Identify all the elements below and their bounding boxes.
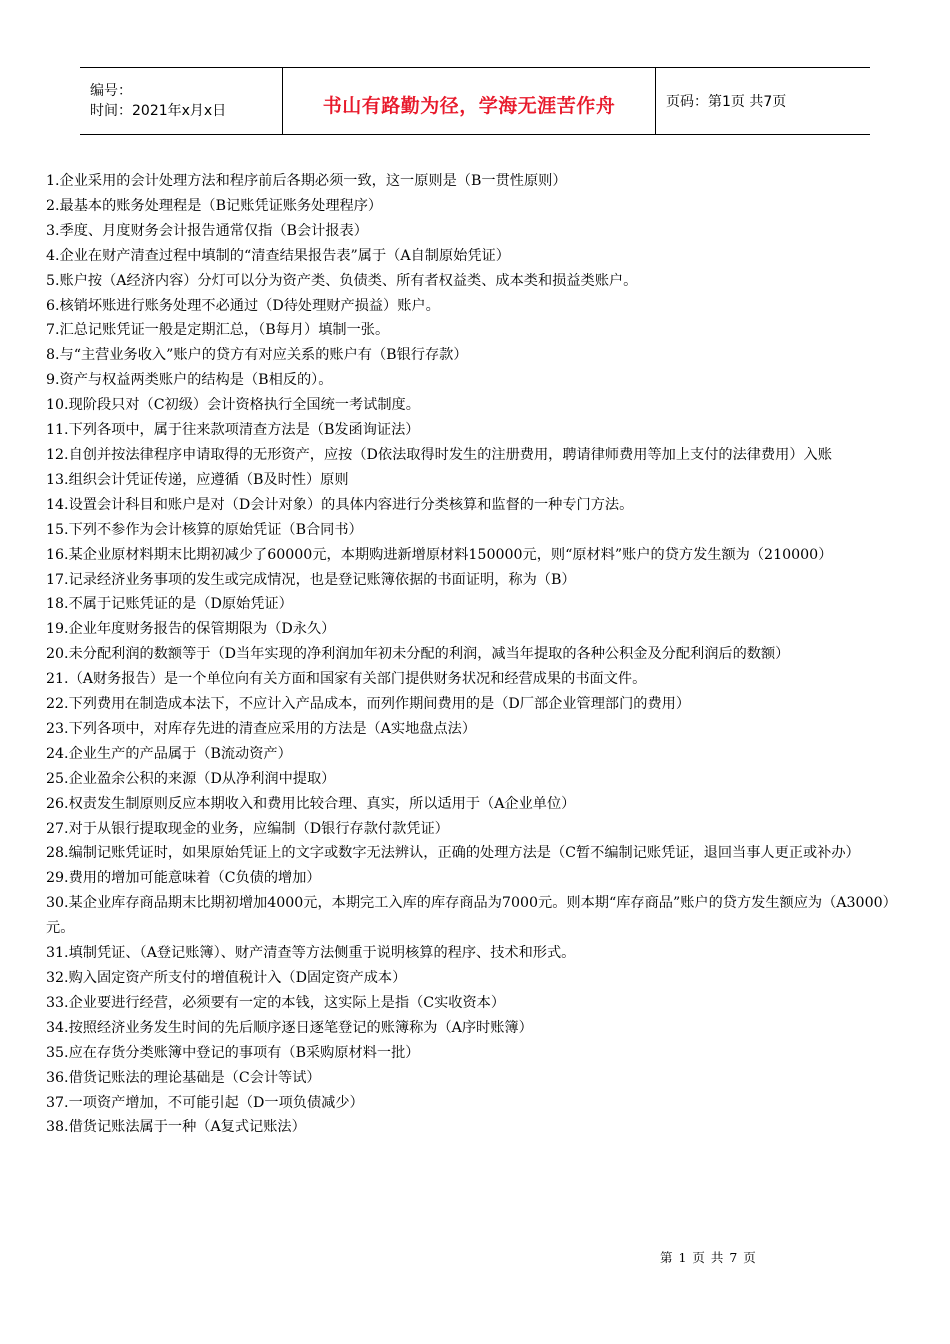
question-item: 37.一项资产增加，不可能引起（D一项负债减少） xyxy=(46,1094,364,1111)
question-item: 29.费用的增加可能意味着（C负债的增加） xyxy=(46,870,321,887)
question-item: 3.季度、月度财务会计报告通常仅指（B会计报表） xyxy=(46,222,368,239)
header-table xyxy=(80,67,870,135)
question-item: 10.现阶段只对（C初级）会计资格执行全国统一考试制度。 xyxy=(46,397,420,414)
question-item: 15.下列不参作为会计核算的原始凭证（B合同书） xyxy=(46,521,363,538)
question-item: 11.下列各项中，属于往来款项清查方法是（B发函询证法） xyxy=(46,422,420,439)
question-item: 28.编制记账凭证时，如果原始凭证上的文字或数字无法辨认，正确的处理方法是（C暂不编制记账凭证，退回当事人更正或补办） xyxy=(46,845,860,862)
question-item: 23.下列各项中，对库存先进的清查应采用的方法是（A实地盘点法） xyxy=(46,720,477,737)
question-item: 20.未分配利润的数额等于（D当年实现的净利润加年初未分配的利润，减当年提取的各种公积金及分配利润后的数额） xyxy=(46,646,790,663)
question-item: 7.汇总记账凭证一般是定期汇总，（B每月）填制一张。 xyxy=(46,322,390,339)
question-item: 9.资产与权益两类账户的结构是（B相反的）。 xyxy=(46,372,333,389)
question-item: 38.借货记账法属于一种（A复式记账法） xyxy=(46,1119,306,1136)
document-date-label: 时间：2021年x月x日 xyxy=(90,103,227,119)
question-item: 13.组织会计凭证传递，应遵循（B及时性）原则 xyxy=(46,471,349,488)
header-motto: 书山有路勤为径，学海无涯苦作舟 xyxy=(322,94,616,117)
question-item: 27.对于从银行提取现金的业务，应编制（D银行存款付款凭证） xyxy=(46,820,449,837)
header-motto-cell xyxy=(283,68,656,134)
page-footer: 第 1 页 共 7 页 xyxy=(660,1250,757,1265)
question-item: 22.下列费用在制造成本法下，不应计入产品成本，而列作期间费用的是（D厂部企业管理部门的费用） xyxy=(46,696,691,713)
question-item: 25.企业盈余公积的来源（D从净利润中提取） xyxy=(46,770,336,787)
question-item: 5.账户按（A经济内容）分灯可以分为资产类、负债类、所有者权益类、成本类和损益类账户。 xyxy=(46,272,638,289)
question-item: 35.应在存货分类账簿中登记的事项有（B采购原材料一批） xyxy=(46,1044,420,1061)
question-item: 24.企业生产的产品属于（B流动资产） xyxy=(46,745,292,762)
question-item: 34.按照经济业务发生时间的先后顺序逐日逐笔登记的账簿称为（A序时账簿） xyxy=(46,1019,533,1036)
header-meta-cell xyxy=(80,68,283,134)
question-item: 32.购入固定资产所支付的增值税计入（D固定资产成本） xyxy=(46,970,407,986)
question-list xyxy=(46,169,908,1140)
question-item: 6.核销坏账进行账务处理不必通过（D待处理财产损益）账户。 xyxy=(46,297,440,314)
question-item: 16.某企业原材料期末比期初减少了60000元，本期购进新增原材料150000元，则“原材料”账户的贷方发生额为（210000） xyxy=(46,546,833,563)
question-item: 1.企业采用的会计处理方法和程序前后各期必须一致，这一原则是（B一贯性原则） xyxy=(46,173,567,189)
question-item: 17.记录经济业务事项的发生或完成情况，也是登记账簿依据的书面证明，称为（B） xyxy=(46,571,576,588)
question-item: 12.自创并按法律程序申请取得的无形资产，应按（D依法取得时发生的注册费用，聘请律师费用等加上支付的法律费用）入账 xyxy=(46,446,832,463)
question-item: 8.与“主营业务收入”账户的贷方有对应关系的账户有（B银行存款） xyxy=(46,347,468,364)
question-item: 14.设置会计科目和账户是对（D会计对象）的具体内容进行分类核算和监督的一种专门方法。 xyxy=(46,496,634,513)
question-item: 36.借货记账法的理论基础是（C会计等试） xyxy=(46,1069,321,1086)
question-item: 4.企业在财产清查过程中填制的“清查结果报告表”属于（A自制原始凭证） xyxy=(46,247,510,264)
question-item: 26.权责发生制原则反应本期收入和费用比较合理、真实，所以适用于（A企业单位） xyxy=(46,795,576,812)
question-item: 30.某企业库存商品期末比期初增加4000元，本期完工入库的库存商品为7000元。则本期“库存商品”账户的贷方发生额应为（A3000）元。 xyxy=(46,895,897,937)
question-item: 33.企业要进行经营，必须要有一定的本钱，这实际上是指（C实收资本） xyxy=(46,994,506,1011)
question-item: 18.不属于记账凭证的是（D原始凭证） xyxy=(46,596,293,613)
header-page-cell xyxy=(656,68,870,134)
header-page-label: 页码：第1页 共7页 xyxy=(666,94,787,110)
question-item: 31.填制凭证、（A登记账簿）、财产清查等方法侧重于说明核算的程序、技术和形式。 xyxy=(46,945,576,962)
question-item: 21.（A财务报告）是一个单位向有关方面和国家有关部门提供财务状况和经营成果的书面文件。 xyxy=(46,671,647,688)
question-item: 2.最基本的账务处理程是（B记账凭证账务处理程序） xyxy=(46,197,383,214)
document-number-label: 编号： xyxy=(90,83,132,99)
question-item: 19.企业年度财务报告的保管期限为（D永久） xyxy=(46,621,336,638)
